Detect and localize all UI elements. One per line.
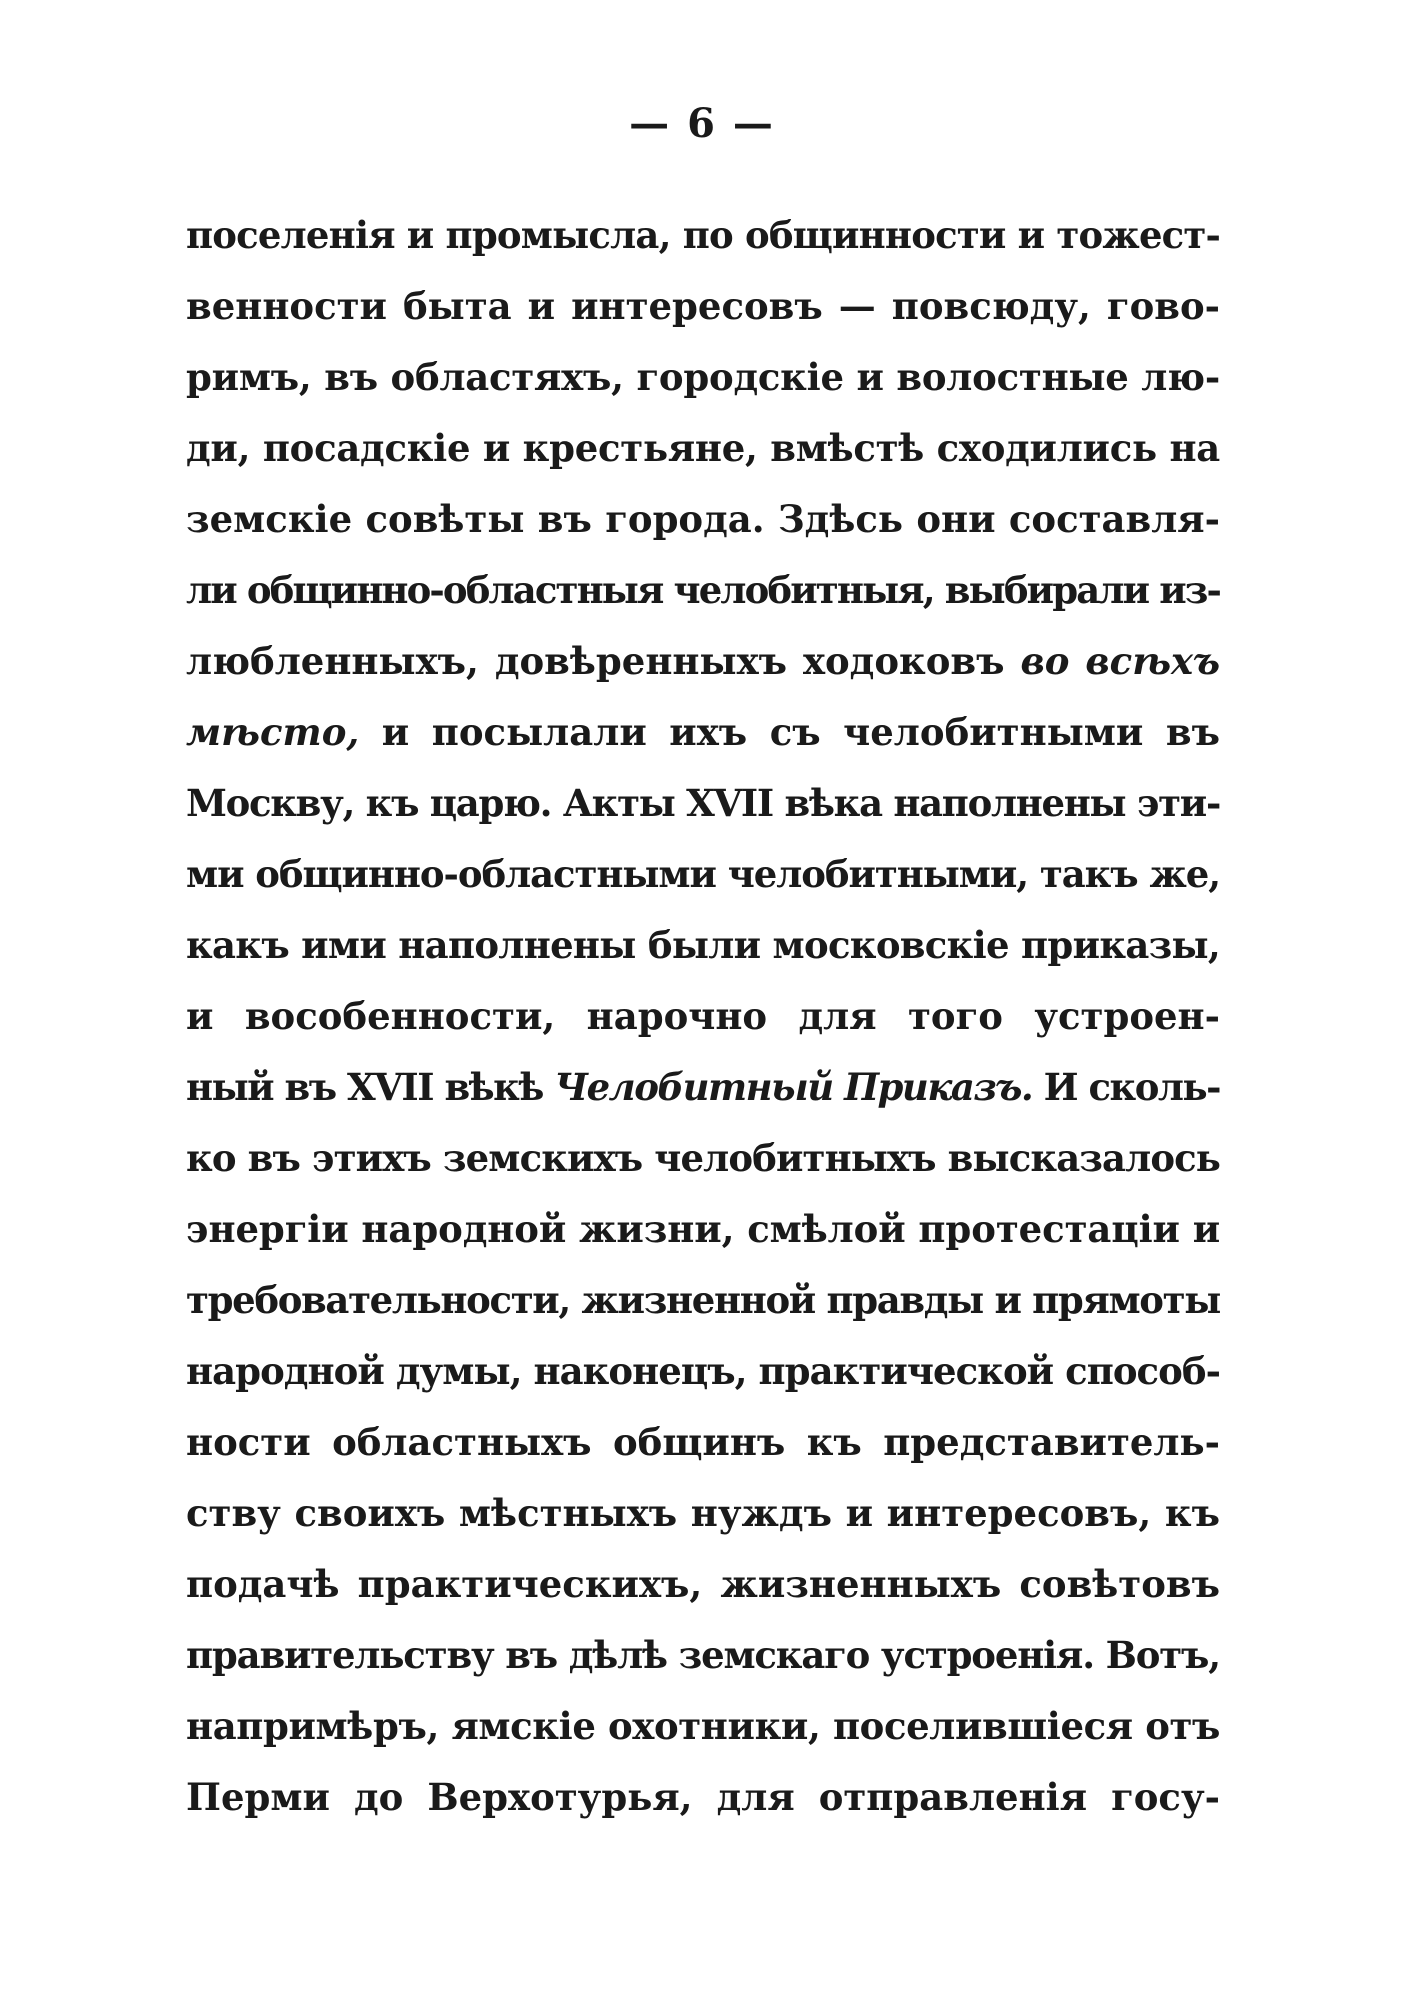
italic-text-span: мѣсто, <box>186 710 360 754</box>
text-line <box>186 981 1220 1052</box>
text-span: ный въ XVII вѣкѣ <box>186 1065 555 1109</box>
text-span: ли общинно-областныя челобитныя, выбирали из- <box>186 568 1220 612</box>
text-line <box>186 1478 1220 1549</box>
text-span: Москву, къ царю. Акты XVII вѣка наполнены эти- <box>186 781 1220 825</box>
text-line <box>186 1620 1220 1691</box>
text-line <box>186 1407 1220 1478</box>
text-line <box>186 839 1220 910</box>
text-line <box>186 484 1220 555</box>
text-span: ми общинно-областными челобитными, такъ же, <box>186 852 1220 896</box>
text-line <box>186 1691 1220 1762</box>
text-line <box>186 555 1220 626</box>
text-span: Перми до Верхотурья, для отправленія госу- <box>186 1775 1220 1819</box>
text-span: поселенія и промысла, по общинности и тожест- <box>186 213 1220 257</box>
text-line <box>186 271 1220 342</box>
text-span: венности быта и интересовъ — повсюду, гово- <box>186 284 1220 328</box>
text-span: ству своихъ мѣстныхъ нуждъ и интересовъ, къ <box>186 1491 1220 1535</box>
text-line <box>186 413 1220 484</box>
text-line <box>186 1052 1220 1123</box>
text-span: ности областныхъ общинъ къ представитель- <box>186 1420 1220 1464</box>
text-line <box>186 1123 1220 1194</box>
text-line <box>186 697 1220 768</box>
text-span: и вособенности, нарочно для того устроен- <box>186 994 1220 1038</box>
text-span: римъ, въ областяхъ, городскіе и волостные лю- <box>186 355 1220 399</box>
text-span: подачѣ практическихъ, жизненныхъ совѣтовъ <box>186 1562 1220 1606</box>
text-span: земскіе совѣты въ города. Здѣсь они составля- <box>186 497 1220 541</box>
text-line <box>186 1549 1220 1620</box>
text-span: какъ ими наполнены были московскіе приказы, <box>186 923 1220 967</box>
text-span: ко въ этихъ земскихъ челобитныхъ высказалось <box>186 1136 1220 1180</box>
text-span: напримѣръ, ямскіе охотники, поселившіеся отъ <box>186 1704 1220 1748</box>
text-line <box>186 200 1220 271</box>
text-line <box>186 626 1220 697</box>
text-line <box>186 1762 1220 1833</box>
text-span: и посылали ихъ съ челобитными въ <box>359 710 1220 754</box>
italic-text-span: во всѣхъ <box>1020 639 1220 683</box>
text-line <box>186 342 1220 413</box>
text-span: требовательности, жизненной правды и прямоты <box>186 1278 1220 1322</box>
text-span: любленныхъ, довѣренныхъ ходоковъ <box>186 639 1021 683</box>
text-span: народной думы, наконецъ, практической способ- <box>186 1349 1220 1393</box>
text-line <box>186 768 1220 839</box>
text-span: ди, посадскіе и крестьяне, вмѣстѣ сходились на <box>186 426 1220 470</box>
text-line <box>186 1194 1220 1265</box>
text-span: И сколь- <box>1032 1065 1220 1109</box>
page-number: — 6 — <box>629 100 775 147</box>
text-line <box>186 910 1220 981</box>
italic-text-span: Челобитный Приказъ. <box>554 1065 1033 1109</box>
body-text <box>186 200 1220 1833</box>
text-line <box>186 1336 1220 1407</box>
text-span: правительству въ дѣлѣ земскаго устроенія. Вотъ, <box>186 1633 1220 1677</box>
text-span: энергіи народной жизни, смѣлой протестаціи и <box>186 1207 1220 1251</box>
text-line <box>186 1265 1220 1336</box>
